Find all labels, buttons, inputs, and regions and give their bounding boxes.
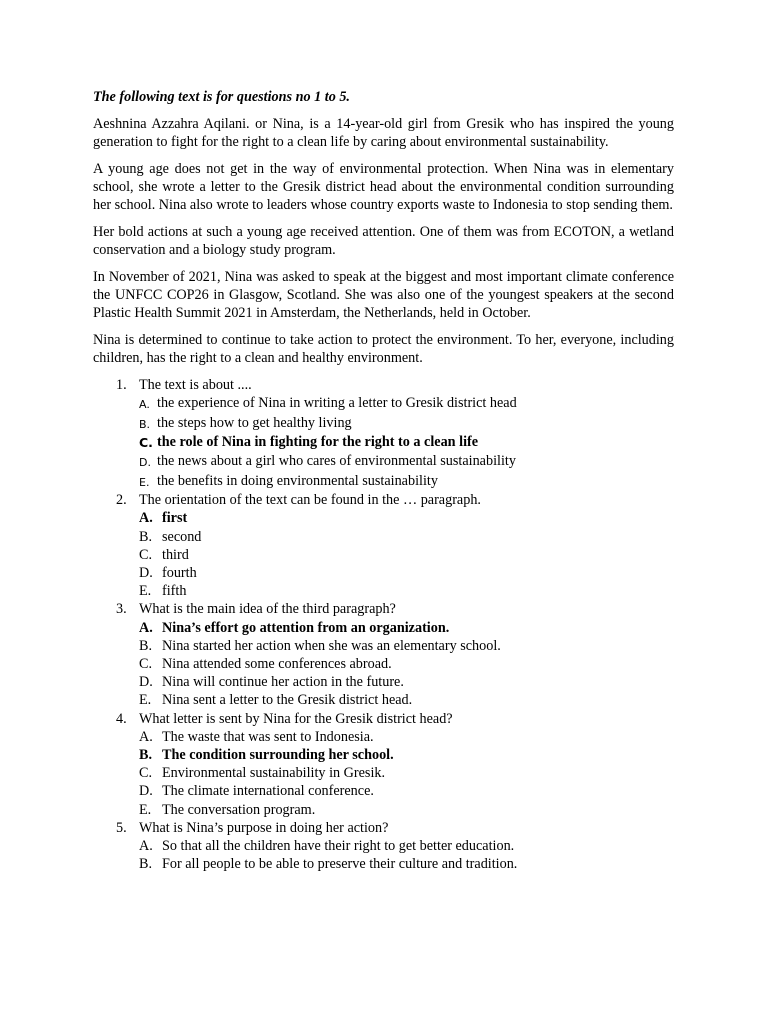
option-letter: E. [139,692,152,709]
document-content [93,88,674,874]
option-letter: E. [139,475,150,489]
option-text: second [162,528,202,545]
option-text: The condition surrounding her school. [162,747,394,764]
option-letter: D. [139,783,153,800]
option-d [139,782,674,800]
option-c [139,655,674,673]
option-text: The waste that was sent to Indonesia. [162,728,374,745]
option-e [139,801,674,819]
option-text: the news about a girl who cares of environmental sustainability [157,453,516,470]
option-a [139,394,674,413]
question-text: The text is about .... [139,377,252,393]
option-text: The conversation program. [162,801,316,818]
option-letter: A. [139,398,150,412]
question-number: 4. [116,710,127,727]
option-letter: C. [139,546,153,563]
option-b [139,528,674,546]
option-letter: A. [139,510,153,527]
option-letter: C. [139,435,153,451]
option-text: So that all the children have their right to get better education. [162,838,515,855]
option-text: fifth [162,583,187,600]
option-list [139,728,674,819]
option-a [139,728,674,746]
option-b [139,855,674,873]
option-e [139,472,674,491]
question-number: 3. [116,601,127,618]
question-number: 5. [116,819,127,836]
question-5 [93,819,674,874]
option-text: the steps how to get healthy living [157,414,352,431]
question-number: 2. [116,492,127,509]
question-list [93,376,674,874]
option-c [139,764,674,782]
option-text: fourth [162,565,197,582]
option-letter: C. [139,656,153,673]
question-number: 1. [116,377,127,393]
option-b [139,414,674,433]
option-text: the experience of Nina in writing a letter to Gresik district head [157,395,517,412]
option-letter: D. [139,565,153,582]
paragraph-5: Nina is determined to continue to take action to protect the environment. To her, everyone, including children, has the right to a clean and healthy environment. [93,332,674,366]
question-text: What is the main idea of the third paragraph? [139,601,396,618]
option-text: Nina’s effort go attention from an organization. [162,619,450,636]
option-text: The climate international conference. [162,783,374,800]
option-text: first [162,510,188,527]
option-text: the benefits in doing environmental sustainability [157,472,438,489]
option-b [139,637,674,655]
option-e [139,691,674,709]
paragraph-1: Aeshnina Azzahra Aqilani. or Nina, is a 14-year-old girl from Gresik who has inspired the young generation to fight for the right to a clean life by caring about environmental sustainability. [93,116,674,150]
option-text: For all people to be able to preserve their culture and tradition. [162,856,518,873]
option-letter: D. [139,456,151,470]
option-letter: E. [139,583,152,600]
option-letter: B. [139,856,153,873]
option-text: Nina attended some conferences abroad. [162,656,392,673]
question-text: What is Nina’s purpose in doing her action? [139,819,389,836]
paragraph-3: Her bold actions at such a young age received attention. One of them was from ECOTON, a wetland conservation and a biology study program. [93,224,674,258]
question-2 [93,491,674,600]
option-d [139,452,674,471]
option-b-answer [139,746,674,764]
option-letter: A. [139,838,153,855]
option-list [139,394,674,491]
option-text: Environmental sustainability in Gresik. [162,765,386,782]
option-letter: B. [139,637,153,654]
option-letter: E. [139,801,152,818]
option-c-answer [139,433,674,452]
option-text: the role of Nina in fighting for the right to a clean life [157,434,479,451]
question-3 [93,600,674,709]
option-list [139,619,674,710]
option-letter: D. [139,674,153,691]
option-list [139,509,674,600]
option-a-answer [139,619,674,637]
option-a [139,837,674,855]
option-letter: B. [139,417,151,431]
option-text: Nina sent a letter to the Gresik district head. [162,692,413,709]
option-d [139,673,674,691]
question-text: The orientation of the text can be found in the … paragraph. [139,492,481,509]
option-c [139,546,674,564]
option-a-answer [139,509,674,527]
section-heading: The following text is for questions no 1 to 5. [93,89,350,105]
option-text: Nina started her action when she was an elementary school. [162,637,501,654]
paragraph-4: In November of 2021, Nina was asked to speak at the biggest and most important climate conference the UNFCC COP26 in Glasgow, Scotland. She was also one of the youngest speakers at the second Plastic Health Summit 2021 in Amsterdam, the Netherlands, held in October. [93,269,674,321]
question-1 [93,376,674,491]
option-letter: B. [139,528,153,545]
paragraph-2: A young age does not get in the way of environmental protection. When Nina was in elementary school, she wrote a letter to the Gresik district head about the environmental condition surrounding her school. Nina also wrote to leaders whose country exports waste to Indonesia to stop sending them. [93,161,674,213]
option-d [139,564,674,582]
option-e [139,582,674,600]
option-letter: C. [139,765,153,782]
question-text: What letter is sent by Nina for the Gresik district head? [139,710,453,727]
option-text: Nina will continue her action in the future. [162,674,404,691]
option-list [139,837,674,873]
option-letter: B. [139,747,153,764]
option-letter: A. [139,728,153,745]
option-text: third [162,546,189,563]
option-letter: A. [139,619,153,636]
question-4 [93,710,674,819]
